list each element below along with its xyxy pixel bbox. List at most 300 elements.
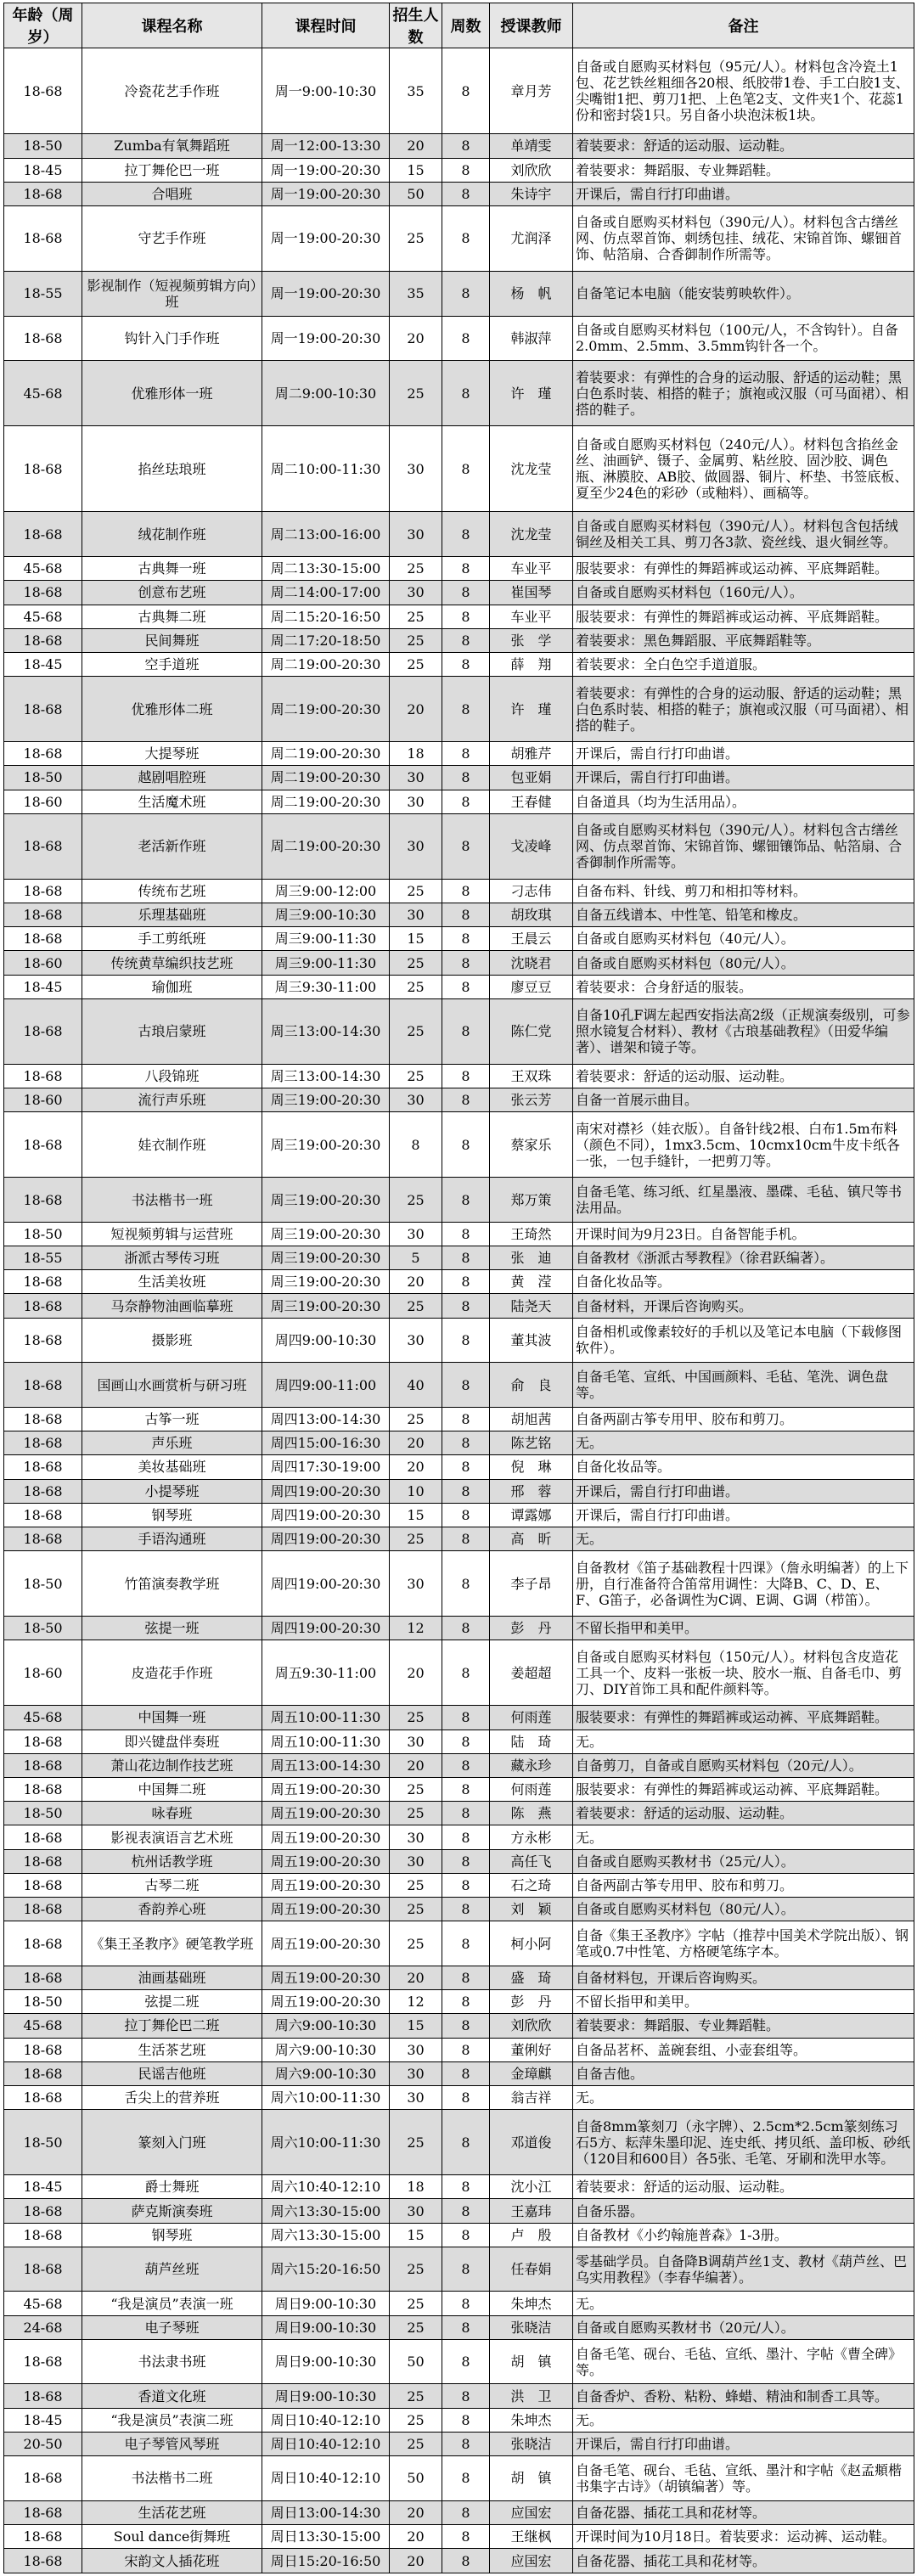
- age-cell: 18-68: [4, 182, 82, 205]
- teacher-cell: 洪 卫: [490, 2384, 573, 2408]
- course-time-cell: 周五19:00-20:30: [262, 1802, 390, 1825]
- teacher-cell: 胡旭茜: [490, 1407, 573, 1431]
- course-time-cell: 周四19:00-20:30: [262, 1551, 390, 1617]
- course-name-cell: 中国舞一班: [82, 1706, 262, 1730]
- course-name-cell: 浙派古琴传习班: [82, 1246, 262, 1270]
- table-row: [4, 2110, 914, 2175]
- teacher-cell: 单靖雯: [490, 134, 573, 158]
- age-cell: 18-68: [4, 206, 82, 272]
- teacher-cell: 藏永珍: [490, 1753, 573, 1777]
- notes-cell: 自备或自愿购买材料包（95元/人）。材料包含冷瓷土1包、花艺铁丝粗细各20根、纸胶带1卷、手工白胶1支、尖嘴钳1把、剪刀1把、上色笔2支、文件夹1个、花蕊1份和密封袋1只。另自备小块泡沫板1块。: [573, 48, 914, 134]
- weeks-cell: 8: [442, 48, 490, 134]
- notes-cell: 自备毛笔、砚台、毛毡、宣纸、墨汁和字帖《赵孟頫楷书集字古诗》（胡镇编著）等。: [573, 2456, 914, 2501]
- weeks-cell: 8: [442, 813, 490, 879]
- course-name-cell: 流行声乐班: [82, 1088, 262, 1112]
- table-row: [4, 1873, 914, 1897]
- age-cell: 18-68: [4, 2524, 82, 2548]
- course-time-cell: 周一19:00-20:30: [262, 182, 390, 205]
- table-row: [4, 1431, 914, 1455]
- course-name-cell: 弦提二班: [82, 1990, 262, 2014]
- weeks-cell: 8: [442, 927, 490, 951]
- notes-cell: 自备或自愿购买材料包（390元/人）。材料包含古缮丝网、仿点翠首饰、刺绣包挂、绒花、宋锦首饰、螺钿首饰、帖箔扇、合香御制作所需等。: [573, 206, 914, 272]
- table-row: [4, 879, 914, 903]
- teacher-cell: 高任飞: [490, 1849, 573, 1873]
- table-row: [4, 581, 914, 605]
- notes-cell: 开课时间为10月18日。着装要求：运动裤、运动鞋。: [573, 2524, 914, 2548]
- table-row: [4, 2408, 914, 2432]
- course-name-cell: 香道文化班: [82, 2384, 262, 2408]
- table-row: [4, 1778, 914, 1802]
- teacher-cell: 车业平: [490, 605, 573, 628]
- enrollment-cell: 25: [390, 1921, 442, 1966]
- teacher-cell: 沈小江: [490, 2175, 573, 2199]
- enrollment-cell: 30: [390, 790, 442, 813]
- enrollment-cell: 30: [390, 1222, 442, 1246]
- weeks-cell: 8: [442, 182, 490, 205]
- header-row: [4, 3, 914, 48]
- course-time-cell: 周二19:00-20:30: [262, 766, 390, 790]
- course-name-cell: 八段锦班: [82, 1064, 262, 1088]
- enrollment-cell: 25: [390, 1778, 442, 1802]
- weeks-cell: 8: [442, 2086, 490, 2110]
- course-name-cell: 萧山花边制作技艺班: [82, 1753, 262, 1777]
- table-row: [4, 1294, 914, 1318]
- course-name-cell: 影视表演语言艺术班: [82, 1825, 262, 1849]
- course-time-cell: 周日9:00-10:30: [262, 2315, 390, 2339]
- enrollment-cell: 25: [390, 975, 442, 998]
- notes-cell: 着装要求：有弹性的合身的运动服、舒适的运动鞋；黑白色系时装、相搭的鞋子；旗袍或汉服（可马面裙）、相搭的鞋子。: [573, 677, 914, 742]
- notes-cell: 着装要求：舒适的运动服、运动鞋。: [573, 1064, 914, 1088]
- teacher-cell: 盛 琦: [490, 1966, 573, 1989]
- teacher-cell: 王晨云: [490, 927, 573, 951]
- age-cell: 45-68: [4, 1706, 82, 1730]
- course-name-cell: 传统布艺班: [82, 879, 262, 903]
- course-time-cell: 周六15:20-16:50: [262, 2247, 390, 2292]
- enrollment-cell: 15: [390, 2014, 442, 2038]
- age-cell: 18-68: [4, 1407, 82, 1431]
- enrollment-cell: 20: [390, 316, 442, 361]
- course-name-cell: 优雅形体一班: [82, 361, 262, 426]
- table-row: [4, 48, 914, 134]
- teacher-cell: 李子昂: [490, 1551, 573, 1617]
- enrollment-cell: 25: [390, 998, 442, 1064]
- course-time-cell: 周四19:00-20:30: [262, 1617, 390, 1640]
- enrollment-cell: 25: [390, 879, 442, 903]
- weeks-cell: 8: [442, 628, 490, 652]
- age-cell: 18-68: [4, 742, 82, 766]
- course-time-cell: 周日9:00-10:30: [262, 2384, 390, 2408]
- weeks-cell: 8: [442, 134, 490, 158]
- course-time-cell: 周三19:00-20:30: [262, 1246, 390, 1270]
- course-time-cell: 周日9:00-10:30: [262, 2292, 390, 2315]
- age-cell: 18-68: [4, 1294, 82, 1318]
- enrollment-cell: 25: [390, 2110, 442, 2175]
- course-time-cell: 周二15:20-16:50: [262, 605, 390, 628]
- weeks-cell: 8: [442, 1990, 490, 2014]
- course-name-cell: 大提琴班: [82, 742, 262, 766]
- notes-cell: 自备两副古筝专用甲、胶布和剪刀。: [573, 1873, 914, 1897]
- notes-cell: 自备乐器。: [573, 2199, 914, 2223]
- teacher-cell: 石之琦: [490, 1873, 573, 1897]
- age-cell: 18-55: [4, 1246, 82, 1270]
- weeks-cell: 8: [442, 1270, 490, 1294]
- course-name-cell: 油画基础班: [82, 1966, 262, 1989]
- age-cell: 18-50: [4, 1990, 82, 2014]
- course-name-cell: 竹笛演奏教学班: [82, 1551, 262, 1617]
- notes-cell: 无。: [573, 2408, 914, 2432]
- weeks-cell: 8: [442, 1706, 490, 1730]
- age-cell: 18-68: [4, 998, 82, 1064]
- age-cell: 18-68: [4, 1730, 82, 1753]
- course-name-cell: 生活茶艺班: [82, 2038, 262, 2061]
- enrollment-cell: 30: [390, 1849, 442, 1873]
- enrollment-cell: 25: [390, 1527, 442, 1550]
- enrollment-cell: 15: [390, 2223, 442, 2247]
- course-name-cell: 电子琴班: [82, 2315, 262, 2339]
- course-time-cell: 周四19:00-20:30: [262, 1503, 390, 1527]
- notes-cell: 着装要求：合身舒适的服装。: [573, 975, 914, 998]
- teacher-cell: 王继枫: [490, 2524, 573, 2548]
- enrollment-cell: 30: [390, 903, 442, 926]
- enrollment-cell: 25: [390, 2292, 442, 2315]
- course-name-cell: 绒花制作班: [82, 512, 262, 557]
- teacher-cell: 戈凌峰: [490, 813, 573, 879]
- enrollment-cell: 30: [390, 766, 442, 790]
- teacher-cell: 王琦然: [490, 1222, 573, 1246]
- age-cell: 18-68: [4, 1431, 82, 1455]
- weeks-cell: 8: [442, 2432, 490, 2455]
- age-cell: 18-45: [4, 652, 82, 676]
- course-name-cell: 生活花艺班: [82, 2500, 262, 2524]
- teacher-cell: 包亚娟: [490, 766, 573, 790]
- course-time-cell: 周三9:00-12:00: [262, 879, 390, 903]
- age-cell: 18-68: [4, 1363, 82, 1408]
- age-cell: 18-50: [4, 1802, 82, 1825]
- table-row: [4, 1990, 914, 2014]
- teacher-cell: 蔡家乐: [490, 1112, 573, 1178]
- course-time-cell: 周三9:00-11:30: [262, 927, 390, 951]
- notes-cell: 自备化妆品等。: [573, 1455, 914, 1479]
- enrollment-cell: 30: [390, 581, 442, 605]
- course-name-cell: “我是演员”表演二班: [82, 2408, 262, 2432]
- enrollment-cell: 40: [390, 1363, 442, 1408]
- enrollment-cell: 25: [390, 1706, 442, 1730]
- course-name-cell: 国画山水画赏析与研习班: [82, 1363, 262, 1408]
- table-row: [4, 2456, 914, 2501]
- course-name-cell: 爵士舞班: [82, 2175, 262, 2199]
- table-row: [4, 951, 914, 975]
- weeks-cell: 8: [442, 1318, 490, 1363]
- enrollment-cell: 25: [390, 605, 442, 628]
- notes-cell: 服装要求：有弹性的舞蹈裤或运动裤、平底舞蹈鞋。: [573, 605, 914, 628]
- course-time-cell: 周二13:30-15:00: [262, 557, 390, 581]
- table-row: [4, 2223, 914, 2247]
- table-row: [4, 271, 914, 316]
- teacher-cell: 韩淑萍: [490, 316, 573, 361]
- course-name-cell: Zumba有氧舞蹈班: [82, 134, 262, 158]
- age-cell: 18-68: [4, 2549, 82, 2573]
- enrollment-cell: 35: [390, 48, 442, 134]
- course-time-cell: 周五19:00-20:30: [262, 1778, 390, 1802]
- weeks-cell: 8: [442, 1294, 490, 1318]
- teacher-cell: 崔国琴: [490, 581, 573, 605]
- course-name-cell: 声乐班: [82, 1431, 262, 1455]
- teacher-cell: 应国宏: [490, 2549, 573, 2573]
- course-time-cell: 周日13:00-14:30: [262, 2500, 390, 2524]
- teacher-cell: 许 瑾: [490, 361, 573, 426]
- enrollment-cell: 25: [390, 361, 442, 426]
- course-time-cell: 周一19:00-20:30: [262, 316, 390, 361]
- teacher-cell: 王嘉玮: [490, 2199, 573, 2223]
- course-name-cell: 拉丁舞伦巴二班: [82, 2014, 262, 2038]
- teacher-cell: 陈艺铭: [490, 1431, 573, 1455]
- course-time-cell: 周三9:30-11:00: [262, 975, 390, 998]
- teacher-cell: 朱坤杰: [490, 2292, 573, 2315]
- table-row: [4, 316, 914, 361]
- teacher-cell: 金璋麒: [490, 2061, 573, 2085]
- course-time-cell: 周六13:30-15:00: [262, 2223, 390, 2247]
- enrollment-cell: 25: [390, 2432, 442, 2455]
- course-time-cell: 周三19:00-20:30: [262, 1088, 390, 1112]
- age-cell: 18-68: [4, 2061, 82, 2085]
- notes-cell: 自备或自愿购买材料包（160元/人）。: [573, 581, 914, 605]
- course-name-cell: 书法楷书一班: [82, 1178, 262, 1223]
- weeks-cell: 8: [442, 1455, 490, 1479]
- notes-cell: 着装要求：全白色空手道道服。: [573, 652, 914, 676]
- course-name-cell: 小提琴班: [82, 1479, 262, 1503]
- weeks-cell: 8: [442, 1825, 490, 1849]
- age-cell: 18-68: [4, 1479, 82, 1503]
- age-cell: 18-68: [4, 2247, 82, 2292]
- teacher-cell: 陆尧天: [490, 1294, 573, 1318]
- teacher-cell: 卢 殷: [490, 2223, 573, 2247]
- weeks-cell: 8: [442, 2456, 490, 2501]
- enrollment-cell: 30: [390, 813, 442, 879]
- weeks-cell: 8: [442, 1088, 490, 1112]
- course-name-cell: 马奈静物油画临摹班: [82, 1294, 262, 1318]
- enrollment-cell: 18: [390, 742, 442, 766]
- teacher-cell: 廖豆豆: [490, 975, 573, 998]
- notes-cell: 自备化妆品等。: [573, 1270, 914, 1294]
- course-name-cell: 《集王圣教序》硬笔教学班: [82, 1921, 262, 1966]
- teacher-cell: 张 学: [490, 628, 573, 652]
- enrollment-cell: 30: [390, 1318, 442, 1363]
- table-row: [4, 1503, 914, 1527]
- course-name-cell: 空手道班: [82, 652, 262, 676]
- enrollment-cell: 25: [390, 2315, 442, 2339]
- table-row: [4, 1802, 914, 1825]
- notes-cell: 自备材料，开课后咨询购买。: [573, 1294, 914, 1318]
- course-name-cell: 古琅启蒙班: [82, 998, 262, 1064]
- teacher-cell: 方永彬: [490, 1825, 573, 1849]
- notes-cell: 开课后，需自行打印曲谱。: [573, 1479, 914, 1503]
- age-cell: 18-68: [4, 1873, 82, 1897]
- course-time-cell: 周二19:00-20:30: [262, 742, 390, 766]
- teacher-cell: 俞 良: [490, 1363, 573, 1408]
- course-time-cell: 周日10:40-12:10: [262, 2432, 390, 2455]
- age-cell: 18-68: [4, 1849, 82, 1873]
- notes-cell: 服装要求：有弹性的舞蹈裤或运动裤、平底舞蹈鞋。: [573, 1706, 914, 1730]
- table-row: [4, 2175, 914, 2199]
- header-teacher: 授课教师: [490, 3, 573, 48]
- enrollment-cell: 12: [390, 1990, 442, 2014]
- course-name-cell: 民间舞班: [82, 628, 262, 652]
- notes-cell: 南宋对襟衫（娃衣版）。自备针线2根、白布1.5m布料（颜色不同），1mx3.5cm、10cmx10cm牛皮卡纸各一张，一包手缝针，一把剪刀等。: [573, 1112, 914, 1178]
- weeks-cell: 8: [442, 2384, 490, 2408]
- age-cell: 18-50: [4, 1222, 82, 1246]
- weeks-cell: 8: [442, 1112, 490, 1178]
- teacher-cell: 朱诗宇: [490, 182, 573, 205]
- weeks-cell: 8: [442, 1730, 490, 1753]
- weeks-cell: 8: [442, 2292, 490, 2315]
- age-cell: 18-45: [4, 975, 82, 998]
- notes-cell: 自备香炉、香粉、粘粉、蜂蜡、精油和制香工具等。: [573, 2384, 914, 2408]
- enrollment-cell: 8: [390, 1112, 442, 1178]
- enrollment-cell: 25: [390, 951, 442, 975]
- enrollment-cell: 20: [390, 1966, 442, 1989]
- notes-cell: 自备或自愿购买教材书（25元/人）。: [573, 1849, 914, 1873]
- course-time-cell: 周四17:30-19:00: [262, 1455, 390, 1479]
- course-name-cell: 摄影班: [82, 1318, 262, 1363]
- teacher-cell: 尤润泽: [490, 206, 573, 272]
- notes-cell: 自备花器、插花工具和花材等。: [573, 2549, 914, 2573]
- age-cell: 18-68: [4, 1503, 82, 1527]
- course-name-cell: 越剧唱腔班: [82, 766, 262, 790]
- weeks-cell: 8: [442, 426, 490, 512]
- weeks-cell: 8: [442, 1551, 490, 1617]
- teacher-cell: 邢 蓉: [490, 1479, 573, 1503]
- course-time-cell: 周四9:00-10:30: [262, 1318, 390, 1363]
- course-time-cell: 周六10:00-11:30: [262, 2086, 390, 2110]
- notes-cell: 开课后，需自行打印曲谱。: [573, 742, 914, 766]
- course-time-cell: 周五9:30-11:00: [262, 1640, 390, 1706]
- teacher-cell: 王春健: [490, 790, 573, 813]
- table-row: [4, 652, 914, 676]
- age-cell: 18-50: [4, 766, 82, 790]
- notes-cell: 自备或自愿购买材料包（150元/人）。材料包含皮造花工具一个、皮料一张板一块、胶水一瓶、自备毛巾、剪刀、DIY首饰工具和配件颜料等。: [573, 1640, 914, 1706]
- teacher-cell: 黄 滢: [490, 1270, 573, 1294]
- age-cell: 18-68: [4, 1898, 82, 1921]
- table-row: [4, 628, 914, 652]
- age-cell: 18-50: [4, 2110, 82, 2175]
- table-row: [4, 1479, 914, 1503]
- age-cell: 18-68: [4, 581, 82, 605]
- enrollment-cell: 20: [390, 677, 442, 742]
- course-name-cell: 古筝一班: [82, 1407, 262, 1431]
- table-row: [4, 2500, 914, 2524]
- course-name-cell: 钩针入门手作班: [82, 316, 262, 361]
- enrollment-cell: 25: [390, 1407, 442, 1431]
- course-name-cell: Soul dance街舞班: [82, 2524, 262, 2548]
- enrollment-cell: 30: [390, 2086, 442, 2110]
- course-name-cell: 手语沟通班: [82, 1527, 262, 1550]
- table-row: [4, 605, 914, 628]
- weeks-cell: 8: [442, 1363, 490, 1408]
- notes-cell: 着装要求：舞蹈服、专业舞蹈鞋。: [573, 2014, 914, 2038]
- teacher-cell: 胡雅芹: [490, 742, 573, 766]
- teacher-cell: 王双珠: [490, 1064, 573, 1088]
- notes-cell: 自备10孔F调左起西安指法高2级（正规演奏级别，可参照水镜复合材料）、教材《古琅基础教程》（田爱华编著）、谱架和镜子等。: [573, 998, 914, 1064]
- course-name-cell: 萨克斯演奏班: [82, 2199, 262, 2223]
- teacher-cell: 倪 琳: [490, 1455, 573, 1479]
- weeks-cell: 8: [442, 2110, 490, 2175]
- course-name-cell: 皮造花手作班: [82, 1640, 262, 1706]
- age-cell: 18-68: [4, 879, 82, 903]
- teacher-cell: 张云芳: [490, 1088, 573, 1112]
- enrollment-cell: 30: [390, 1825, 442, 1849]
- age-cell: 18-68: [4, 927, 82, 951]
- notes-cell: 不留长指甲和美甲。: [573, 1617, 914, 1640]
- age-cell: 18-60: [4, 1640, 82, 1706]
- notes-cell: 自备或自愿购买材料包（240元/人）。材料包含掐丝金丝、油画铲、镊子、金属剪、粘丝胶、固沙胶、调色瓶、淋膜胶、AB胶、做圆器、铜片、杯垫、书签底板、夏至少24色的彩砂（或釉料）、画稿等。: [573, 426, 914, 512]
- table-row: [4, 1088, 914, 1112]
- course-time-cell: 周三9:00-10:30: [262, 903, 390, 926]
- course-name-cell: 书法楷书二班: [82, 2456, 262, 2501]
- age-cell: 45-68: [4, 361, 82, 426]
- notes-cell: 自备毛笔、砚台、毛毡、宣纸、墨汁、字帖《曹全碑》等。: [573, 2339, 914, 2384]
- course-name-cell: 老活新作班: [82, 813, 262, 879]
- course-name-cell: “我是演员”表演一班: [82, 2292, 262, 2315]
- weeks-cell: 8: [442, 271, 490, 316]
- age-cell: 18-68: [4, 2199, 82, 2223]
- course-table: [3, 3, 914, 2573]
- course-time-cell: 周四15:00-16:30: [262, 1431, 390, 1455]
- enrollment-cell: 25: [390, 1064, 442, 1088]
- table-row: [4, 1270, 914, 1294]
- age-cell: 18-68: [4, 1753, 82, 1777]
- notes-cell: 着装要求：舞蹈服、专业舞蹈鞋。: [573, 158, 914, 182]
- course-time-cell: 周日10:40-12:10: [262, 2408, 390, 2432]
- teacher-cell: 陈 燕: [490, 1802, 573, 1825]
- weeks-cell: 8: [442, 2199, 490, 2223]
- enrollment-cell: 25: [390, 2408, 442, 2432]
- table-row: [4, 134, 914, 158]
- course-time-cell: 周日13:30-15:00: [262, 2524, 390, 2548]
- teacher-cell: 薛 翔: [490, 652, 573, 676]
- teacher-cell: 何雨莲: [490, 1706, 573, 1730]
- teacher-cell: 沈晓君: [490, 951, 573, 975]
- enrollment-cell: 50: [390, 182, 442, 205]
- course-name-cell: 守艺手作班: [82, 206, 262, 272]
- course-time-cell: 周六9:00-10:30: [262, 2014, 390, 2038]
- course-name-cell: 乐理基础班: [82, 903, 262, 926]
- notes-cell: 无。: [573, 2292, 914, 2315]
- course-name-cell: 舌尖上的营养班: [82, 2086, 262, 2110]
- teacher-cell: 刘 颖: [490, 1898, 573, 1921]
- age-cell: 18-68: [4, 1966, 82, 1989]
- course-time-cell: 周一19:00-20:30: [262, 271, 390, 316]
- enrollment-cell: 35: [390, 271, 442, 316]
- table-row: [4, 1318, 914, 1363]
- weeks-cell: 8: [442, 1617, 490, 1640]
- notes-cell: 服装要求：有弹性的舞蹈裤或运动裤、平底舞蹈鞋。: [573, 557, 914, 581]
- course-time-cell: 周五10:00-11:30: [262, 1730, 390, 1753]
- course-name-cell: 生活美妆班: [82, 1270, 262, 1294]
- table-row: [4, 927, 914, 951]
- enrollment-cell: 30: [390, 1730, 442, 1753]
- enrollment-cell: 20: [390, 2549, 442, 2573]
- teacher-cell: 章月芳: [490, 48, 573, 134]
- table-row: [4, 1178, 914, 1223]
- course-name-cell: 书法隶书班: [82, 2339, 262, 2384]
- notes-cell: 自备8mm篆刻刀（永字牌）、2.5cm*2.5cm篆刻练习石5方、耘萍朱墨印泥、连史纸、拷贝纸、盖印板、砂纸（120目和600目）各5张、毛笔、牙刷和洗甲水等。: [573, 2110, 914, 2175]
- teacher-cell: 胡 镇: [490, 2339, 573, 2384]
- notes-cell: 着装要求：舒适的运动服、运动鞋。: [573, 134, 914, 158]
- enrollment-cell: 25: [390, 628, 442, 652]
- course-name-cell: 古琴二班: [82, 1873, 262, 1897]
- table-row: [4, 2014, 914, 2038]
- enrollment-cell: 25: [390, 1294, 442, 1318]
